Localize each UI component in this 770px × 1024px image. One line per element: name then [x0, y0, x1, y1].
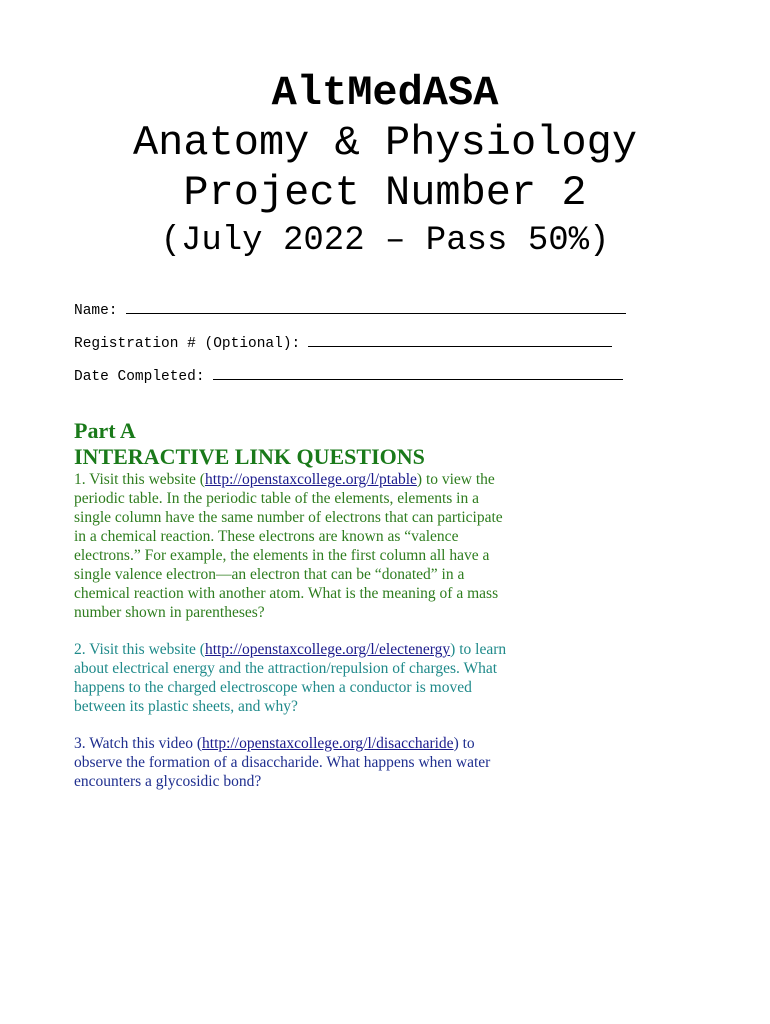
question-1-text: ) to view the periodic table. In the periodic table of the elements, elements in a single column have the same number of electrons that can participate in a chemical reaction. These electrons are known as “valence electrons.” For example, the elements in the first column all have a single valence electron—an electron that can be “donated” in a chemical reaction with another atom. What is the meaning of a mass number shown in parentheses?: [74, 471, 503, 621]
registration-line[interactable]: [308, 333, 612, 347]
name-field[interactable]: [74, 300, 626, 320]
question-2-prefix: 2. Visit this website (: [74, 641, 205, 658]
electenergy-link[interactable]: http://openstaxcollege.org/l/electenergy: [204, 641, 451, 658]
registration-field[interactable]: [74, 333, 612, 353]
part-a-title: Part A: [74, 418, 136, 443]
question-2: [74, 640, 514, 716]
question-2-text: ) to learn about electrical energy and the attraction/repulsion of charges. What happens to the charged electroscope when a conductor is moved between its plastic sheets, and why?: [74, 641, 507, 715]
question-3: [74, 734, 514, 791]
date-field[interactable]: [74, 366, 623, 386]
org-title: AltMedASA: [271, 69, 499, 117]
question-1-prefix: 1. Visit this website (: [74, 471, 205, 488]
question-1: [74, 470, 514, 622]
part-a-subtitle: INTERACTIVE LINK QUESTIONS: [74, 444, 425, 469]
registration-label: Registration # (Optional):: [74, 336, 301, 352]
project-date: (July 2022 – Pass 50%): [160, 222, 610, 260]
part-a-section: [74, 418, 514, 791]
date-line[interactable]: [213, 366, 623, 380]
title-block: [0, 68, 770, 264]
name-line[interactable]: [126, 300, 626, 314]
project-title: Project Number 2: [183, 169, 587, 217]
name-label: Name:: [74, 303, 118, 319]
disaccharide-link[interactable]: http://openstaxcollege.org/l/disaccharide: [202, 735, 454, 752]
question-3-prefix: 3. Watch this video (: [74, 735, 203, 752]
ptable-link[interactable]: http://openstaxcollege.org/l/ptable: [204, 471, 417, 488]
question-3-text: ) to observe the formation of a disaccharide. What happens when water encounters a glycosidic bond?: [74, 735, 491, 790]
course-title: Anatomy & Physiology: [132, 119, 638, 167]
date-label: Date Completed:: [74, 369, 205, 385]
